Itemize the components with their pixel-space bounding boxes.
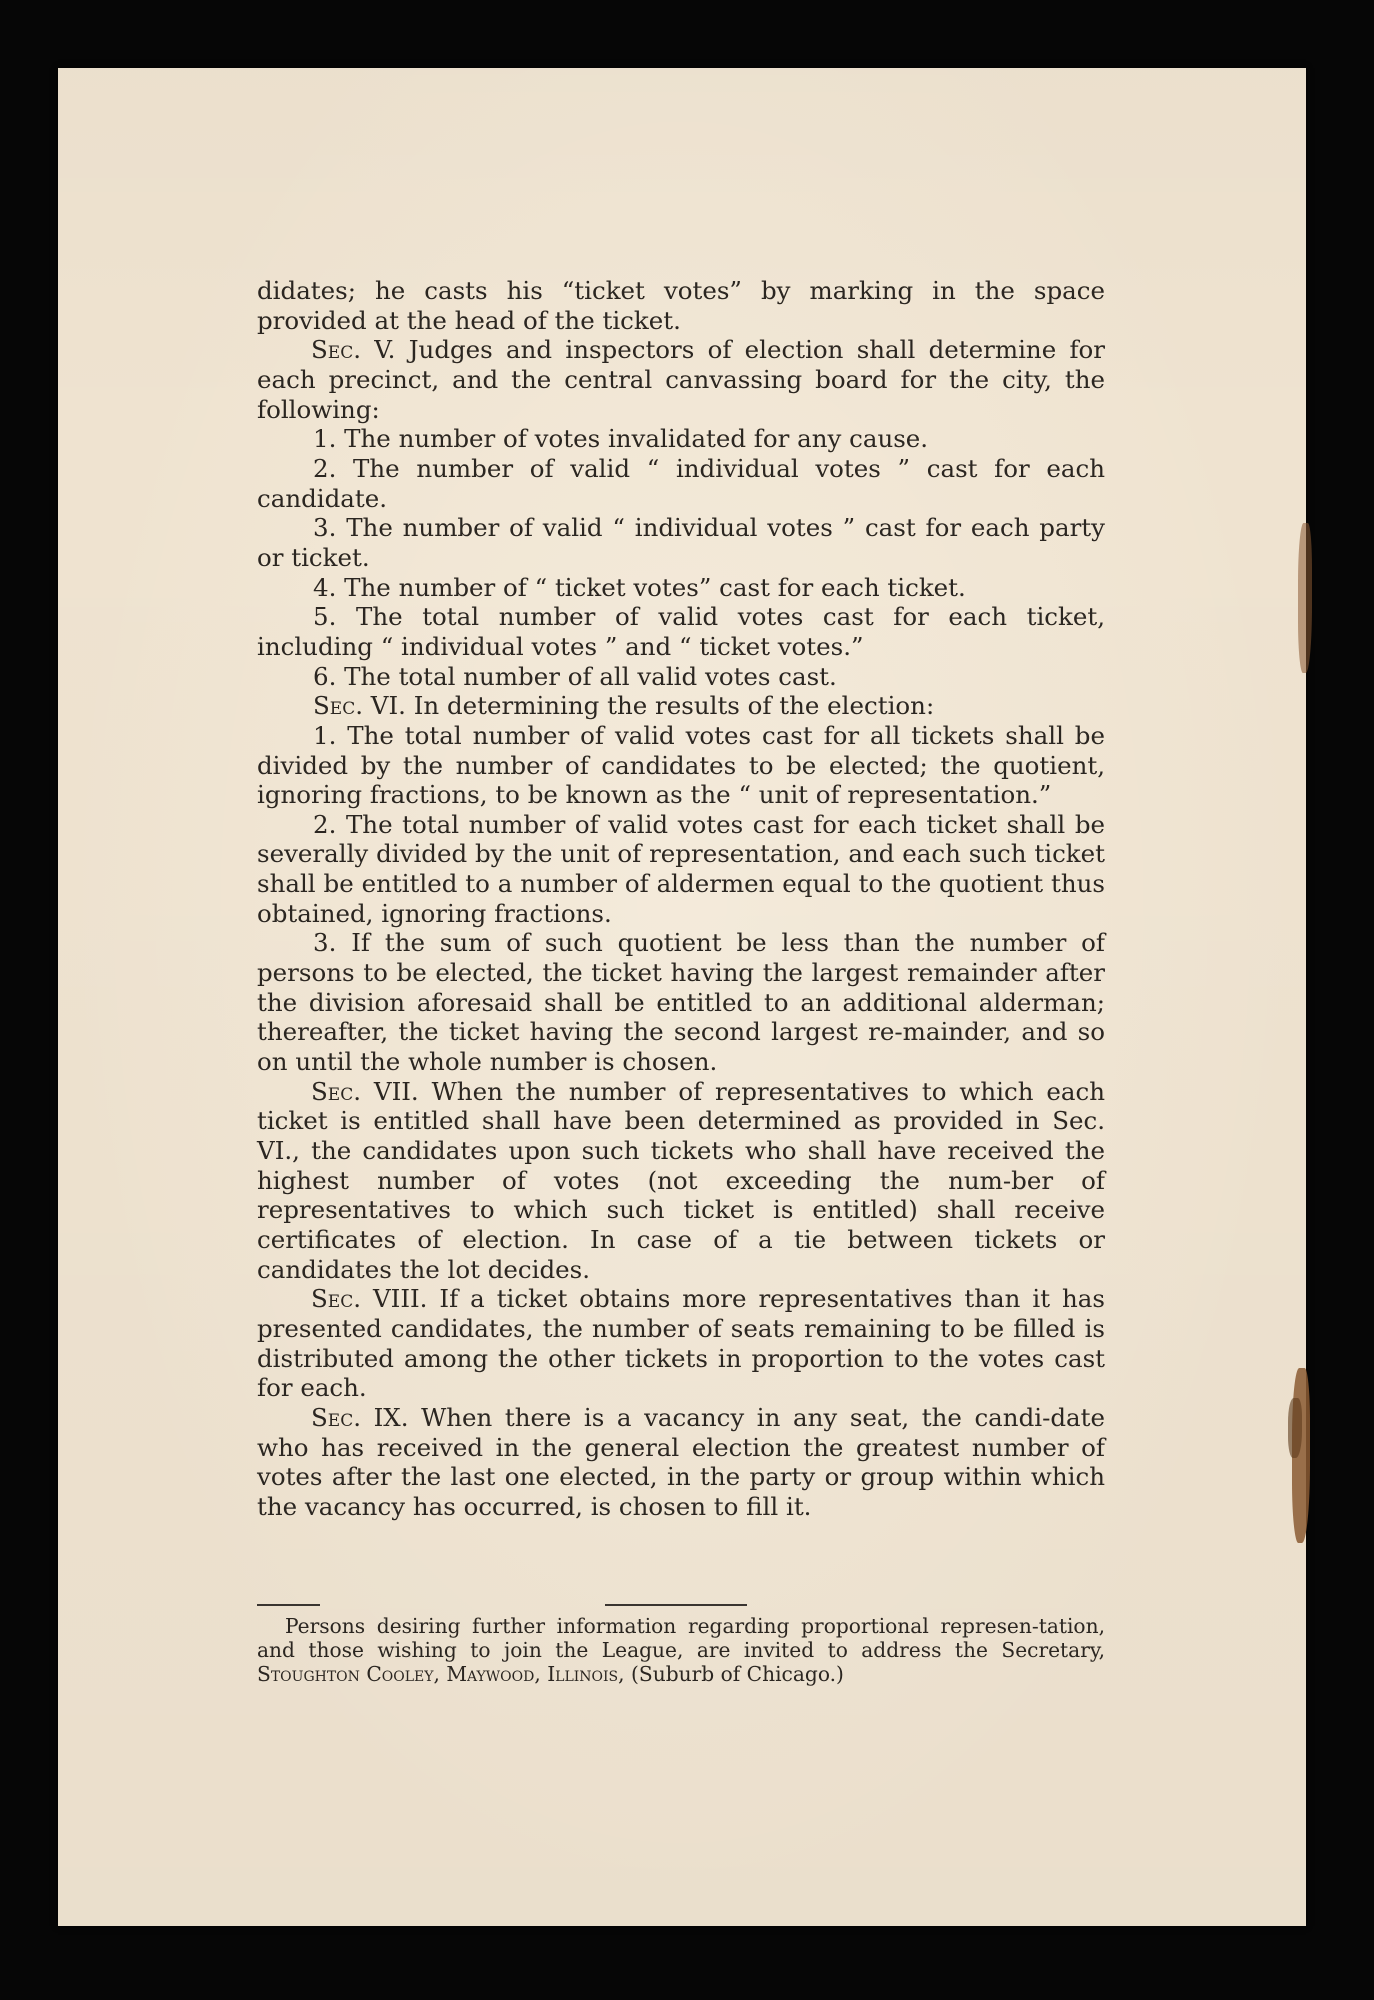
- paper-stain: [1298, 523, 1312, 673]
- section-label: Sec. VII.: [311, 1076, 419, 1106]
- paragraph-continuation: didates; he casts his “ticket votes” by marking in the space provided at the head of the ticket.: [257, 276, 1105, 335]
- address-town: Maywood: [446, 1661, 535, 1686]
- section-vii: Sec. VII. When the number of representatives to which each ticket is entitled shall have been determined as provided in Sec. VI., the candidates upon such tickets who shall have received the highest number of votes (not exceeding the num-ber of representatives to which such ticket is entitled) shall receive certificates of election. In case of a tie between tickets or candidates the lot decides.: [257, 1076, 1105, 1284]
- list-item: 2. The total number of valid votes cast for each ticket shall be severally divided by the unit of representation, and each such ticket shall be entitled to a number of aldermen equal to the quotient thus obtained, ignoring fractions.: [257, 809, 1105, 928]
- section-label: Sec. VI.: [313, 691, 406, 721]
- address-state: Illinois: [547, 1661, 619, 1686]
- footnote-rule: [257, 1604, 320, 1606]
- list-item: 4. The number of “ ticket votes” cast for each ticket.: [313, 572, 966, 602]
- section-ix: Sec. IX. When there is a vacancy in any seat, the candi-date who has received in the general election the greatest number of votes after the last one elected, in the party or group within which the vacancy has occurred, is chosen to fill it.: [257, 1402, 1105, 1521]
- section-v: Sec. V. Judges and inspectors of election shall determine for each precinct, and the central canvassing board for the city, the following:: [257, 335, 1105, 424]
- list-item: 3. The number of valid “ individual votes ” cast for each party or ticket.: [257, 513, 1105, 572]
- secretary-name: Stoughton Cooley: [257, 1661, 434, 1686]
- section-label: Sec. IX.: [311, 1402, 409, 1432]
- section-label: Sec. V.: [311, 335, 396, 365]
- section-end-rule: [605, 1604, 747, 1606]
- footnote-text: Persons desiring further information regarding proportional represen-tation, and those wishing to join the League, are invited to address the Secretary, Stoughton Cooley, Maywood, Illinois, (Suburb of Chicago.): [257, 1614, 1105, 1686]
- section-label: Sec. VIII.: [311, 1284, 428, 1314]
- list-item: 6. The total number of all valid votes cast.: [313, 661, 837, 691]
- footnote-divider: [257, 1604, 1105, 1606]
- list-item: 1. The total number of valid votes cast for all tickets shall be divided by the number of candidates to be elected; the quotient, ignoring fractions, to be known as the “ unit of representation.”: [257, 720, 1105, 810]
- section-viii: Sec. VIII. If a ticket obtains more representatives than it has presented candidates, the number of seats remaining to be filled is distributed among the other tickets in proportion to the votes cast for each.: [257, 1284, 1105, 1403]
- list-item: 3. If the sum of such quotient be less than the number of persons to be elected, the ticket having the largest remainder after the division aforesaid shall be entitled to an additional alderman; thereafter, the ticket having the second largest re-mainder, and so on until the whole number is chosen.: [257, 928, 1105, 1077]
- list-item: 2. The number of valid “ individual votes ” cast for each candidate.: [257, 453, 1105, 513]
- body-text: [257, 276, 1105, 1522]
- list-item: 5. The total number of valid votes cast for each ticket, including “ individual votes ” and “ ticket votes.”: [257, 602, 1105, 661]
- paper-stain: [1288, 1398, 1302, 1458]
- section-vi: Sec. VI. In determining the results of the election:: [313, 691, 935, 721]
- footnote: [257, 1615, 1105, 1687]
- list-item: 1. The number of votes invalidated for any cause.: [313, 424, 929, 454]
